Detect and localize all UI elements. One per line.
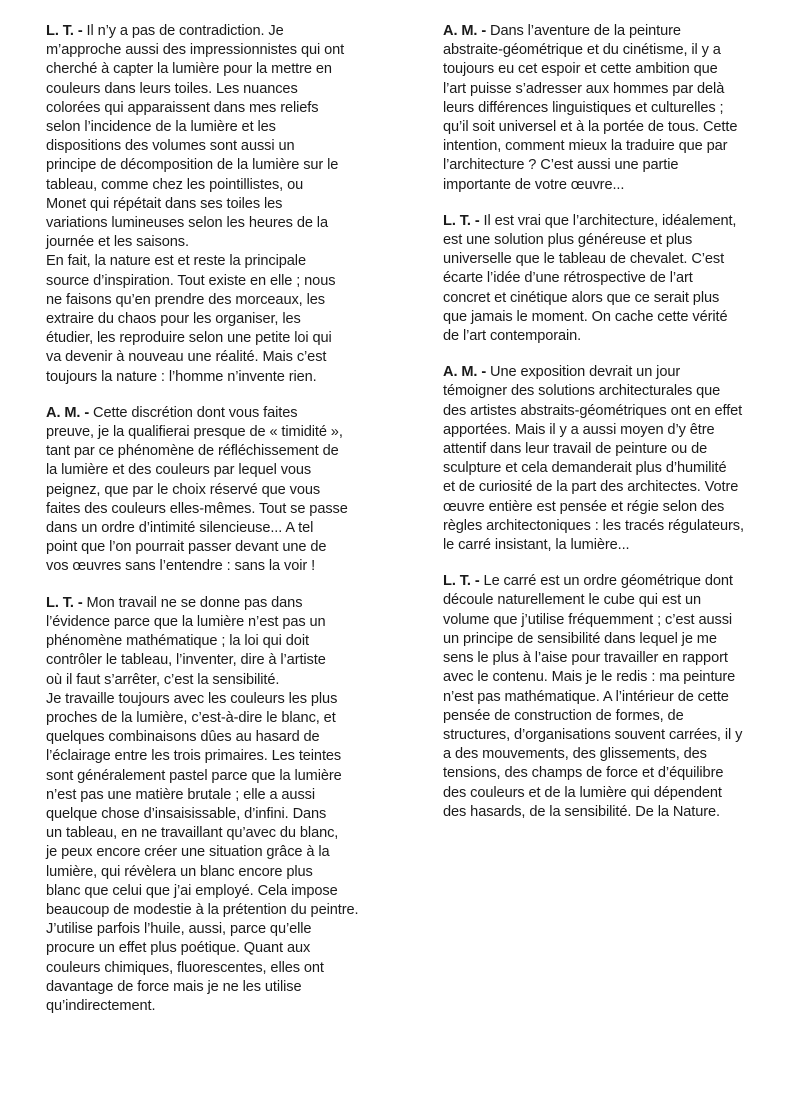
text-line: L. T. - Il est vrai que l’architecture, idéalement, [443,212,737,229]
text-line: blanc que celui que j’ai employé. Cela impose [46,882,338,899]
text-line: quelques combinaisons dûes au hasard de [46,729,320,746]
text-line: va devenir à nouveau une réalité. Mais c’est [46,349,327,366]
text-line: témoigner des solutions architecturales que [443,383,721,400]
text-line: lumière, qui révèlera un blanc encore plus [46,863,313,880]
paragraph-lt-1 [46,22,391,387]
text-line: intention, comment mieux la traduire que par [443,138,728,155]
speaker-label: L. T. - [443,212,480,229]
text-line: A. M. - Dans l’aventure de la peinture [443,23,681,39]
text-line: En fait, la nature est et reste la principale [46,253,306,270]
text-line: l’évidence parce que la lumière n’est pas un [46,613,326,630]
text-line: selon l’incidence de la lumière et les [46,119,276,136]
text-line: un principe de sensibilité dans lequel je me [443,630,717,647]
text-line: variations lumineuses selon les heures de la [46,215,328,232]
text-line: universelle que le tableau de chevalet. C’est [443,251,725,268]
text-line: couleurs dans leurs toiles. Les nuances [46,80,298,97]
text-line: avec le contenu. Mais je le redis : ma peinture [443,669,736,686]
paragraph-am-1 [46,404,391,577]
text-line: l’éclairage entre les trois primaires. Les teintes [46,748,342,765]
text-line: A. M. - Cette discrétion dont vous faites [46,404,298,421]
text-line: sculpture et cela demanderait plus d’humilité [443,460,727,477]
text-line: découle naturellement le cube qui est un [443,592,702,609]
text-line: sens le plus à l’aise pour travailler en rapport [443,650,728,667]
paragraph-lt-2 [46,594,391,1016]
text-line: un tableau, en ne travaillant qu’avec du blanc, [46,825,339,842]
text-line: est une solution plus généreuse et plus [443,232,693,249]
text-line: cherché à capter la lumière pour la mettre en [46,61,332,78]
text-line: source d’inspiration. Tout existe en elle ; nous [46,272,336,289]
speaker-label: L. T. - [46,594,83,611]
text-line: étudier, les reproduire selon une petite loi qui [46,330,332,347]
speaker-label: A. M. - [46,404,90,421]
speaker-label: A. M. - [443,364,487,381]
text-line: leurs différences linguistiques et culturelles ; [443,99,724,116]
text-line: importante de votre œuvre... [443,176,625,193]
text-line: règles architectoniques : les tracés régulateurs, [443,517,744,534]
text-line: point que l’on pourrait passer devant une de [46,539,327,556]
text-line: toujours eu cet espoir et cette ambition que [443,61,718,78]
text-line: couleurs chimiques, fluorescentes, elles ont [46,959,324,976]
speaker-label: L. T. - [46,23,83,39]
text-line: A. M. - Une exposition devrait un jour [443,364,681,381]
text-line: Je travaille toujours avec les couleurs les plus [46,690,338,707]
text-line: toujours la nature : l’homme n’invente rien. [46,368,317,385]
text-line: œuvre entière est pensée et régie selon des [443,498,725,515]
text-line: davantage de force mais je ne les utilise [46,978,302,995]
text-line: a des mouvements, des glissements, des [443,746,707,763]
text-line: extraire du chaos pour les organiser, les [46,311,301,328]
speaker-label: A. M. - [443,23,487,39]
paragraph-am-3 [443,363,783,555]
text-line: pensée de construction de formes, de [443,707,684,724]
text-line: tensions, des champs de force et d’équilibre [443,765,724,782]
text-line: écarte l’idée d’une rétrospective de l’art [443,270,693,287]
text-line: l’art puisse s’adresser aux hommes par delà [443,80,725,97]
text-line: proches de la lumière, c’est-à-dire le blanc, et [46,709,336,726]
text-line: phénomène mathématique ; la loi qui doit [46,633,309,650]
text-line: m’approche aussi des impressionnistes qui ont [46,42,345,59]
text-line: le carré insistant, la lumière... [443,537,630,554]
text-line: L. T. - Il n’y a pas de contradiction. Je [46,23,284,39]
right-column [443,22,783,839]
text-line: n’est pas mathématique. A l’intérieur de cette [443,688,729,705]
text-line: principe de décomposition de la lumière sur le [46,157,339,174]
text-line: de l’art contemporain. [443,328,582,345]
text-line: des hasards, de la sensibilité. De la Nature. [443,803,720,820]
text-line: tableau, comme chez les pointillistes, ou [46,176,304,193]
text-line: dispositions des volumes sont aussi un [46,138,295,155]
text-line: Monet qui répétait dans ses toiles les [46,195,283,212]
paragraph-lt-4 [443,572,783,822]
paragraph-lt-3 [443,212,783,346]
speaker-label: L. T. - [443,573,480,590]
text-line: que jamais le moment. On cache cette vérité [443,308,728,325]
text-line: L. T. - Mon travail ne se donne pas dans [46,594,303,611]
text-line: la lumière et des couleurs par lequel vous [46,462,312,479]
text-line: structures, d’organisations souvent carrées, il y [443,726,743,743]
text-line: concret et cinétique alors que ce serait plus [443,289,720,306]
text-line: où il faut s’arrêter, c’est la sensibilité. [46,671,280,688]
left-column [46,22,391,1033]
text-line: contrôler le tableau, l’inventer, dire à l’artiste [46,652,326,669]
text-line: J’utilise parfois l’huile, aussi, parce qu’elle [46,921,312,938]
text-line: abstraite-géométrique et du cinétisme, il y a [443,42,721,59]
text-line: vos œuvres sans l’entendre : sans la voir ! [46,558,316,575]
text-line: attentif dans leur travail de peinture ou de [443,441,708,458]
text-line: tant par ce phénomène de réfléchissement de [46,443,339,460]
text-line: peignez, que par le choix réservé que vous [46,481,321,498]
text-line: n’est pas une matière brutale ; elle a aussi [46,786,315,803]
text-line: et de curiosité de la part des architectes. Votre [443,479,739,496]
text-line: journée et les saisons. [46,234,189,251]
text-line: ne faisons qu’en prendre des morceaux, les [46,291,325,308]
text-line: qu’indirectement. [46,997,156,1014]
text-line: des artistes abstraits-géométriques ont en effet [443,402,743,419]
text-line: L. T. - Le carré est un ordre géométrique dont [443,573,733,590]
text-line: procure un effet plus poétique. Quant aux [46,940,311,957]
text-line: apportées. Mais il y a aussi moyen d’y être [443,421,715,438]
paragraph-am-2 [443,22,783,195]
text-line: volume que j’utilise fréquemment ; c’est aussi [443,611,733,628]
text-line: qu’il soit universel et à la portée de tous. Cette [443,119,738,136]
text-line: l’architecture ? C’est aussi une partie [443,157,679,174]
text-line: beaucoup de modestie à la prétention du peintre. [46,901,359,918]
text-line: preuve, je la qualifierai presque de « timidité », [46,424,343,441]
text-line: colorées qui apparaissent dans mes reliefs [46,99,319,116]
text-line: quelque chose d’insaisissable, d’infini. Dans [46,805,327,822]
text-line: dans un ordre d’intimité silencieuse... A tel [46,520,314,537]
text-line: des couleurs et de la lumière qui dépendent [443,784,722,801]
text-line: sont généralement pastel parce que la lumière [46,767,342,784]
text-line: je peux encore créer une situation grâce à la [46,844,330,861]
text-line: faites des couleurs elles-mêmes. Tout se passe [46,500,348,517]
